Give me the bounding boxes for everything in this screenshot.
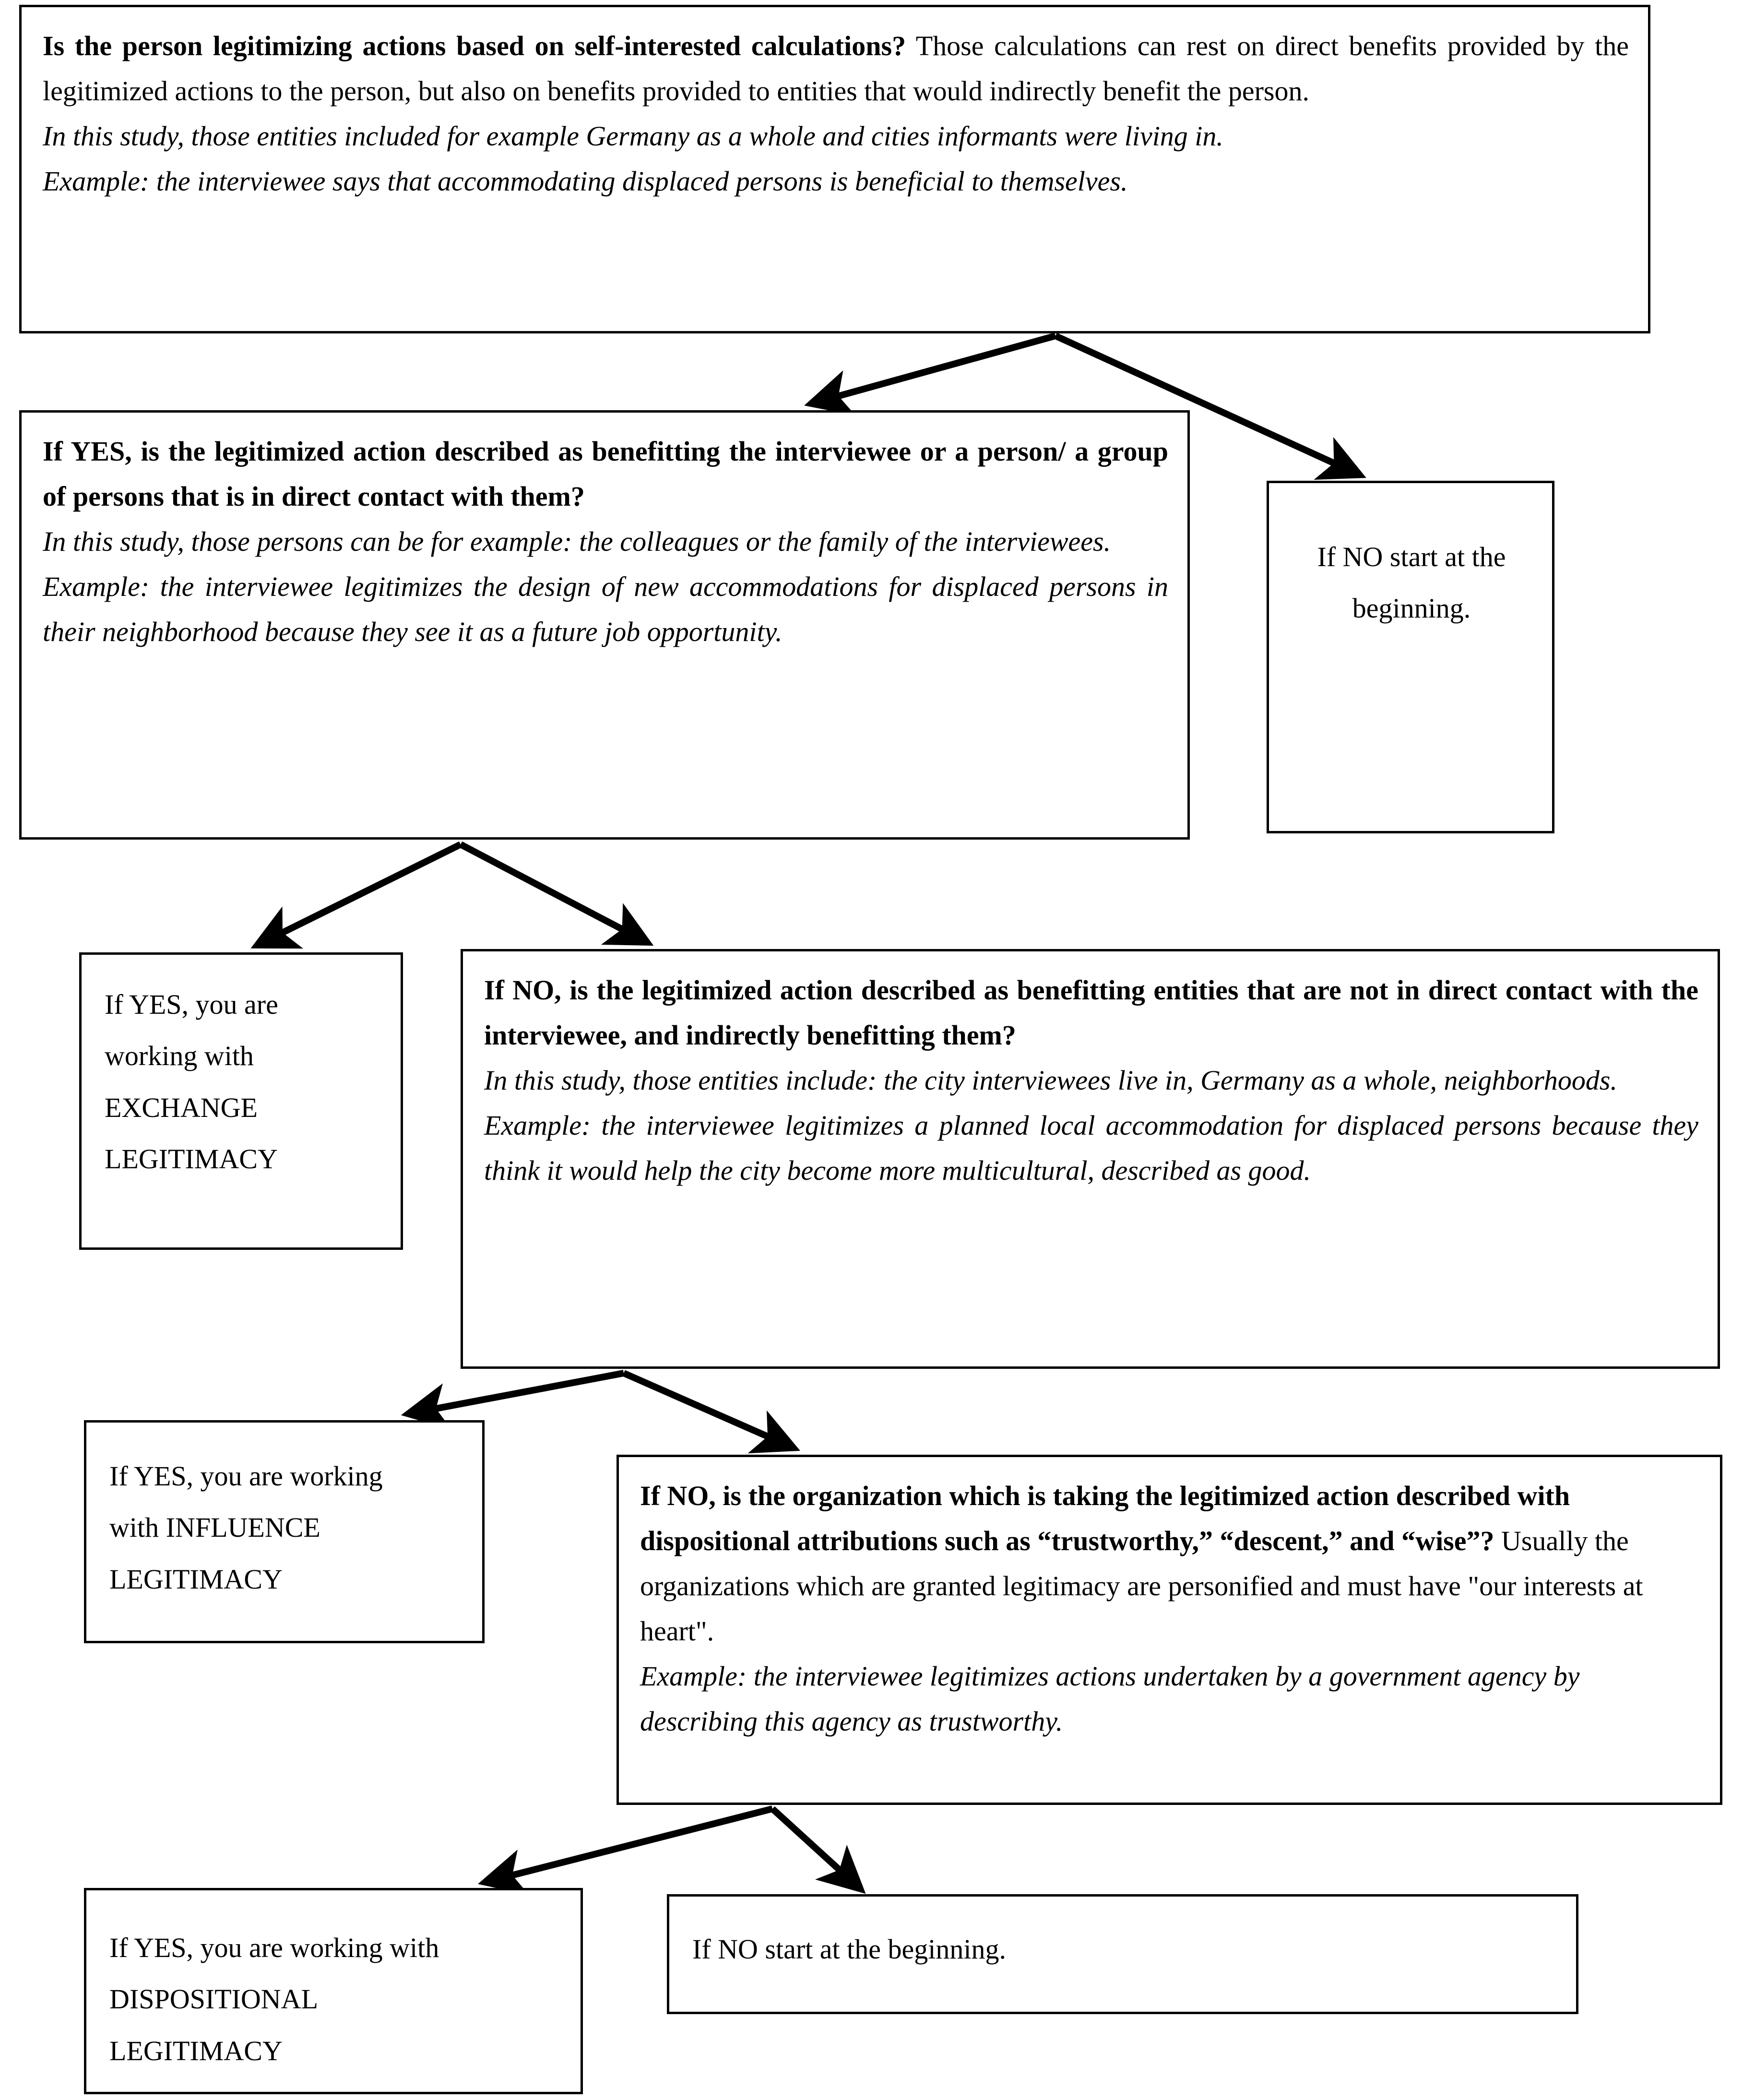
no-restart-upper-text: If NO start at the beginning. [1317,541,1506,624]
no-dispositional-question-line [640,1473,1701,1654]
node-dispositional-legitimacy [84,1888,583,2094]
root-note: In this study, those entities included for example Germany as a whole and cities informants were living in. [43,120,1223,152]
yes-direct-example: Example: the interviewee legitimizes the design of new accommodations for displaced persons in their neighborhood because they see it as a future job opportunity. [43,570,1168,647]
root-question-rest: Those calculations can rest on direct benefits provided by the legitimized actions to the person, but also on benefits provided to entities that would indirectly benefit the person. [43,30,1629,107]
edge-no-indirect-to-no-dispositional [624,1373,792,1447]
node-exchange-legitimacy [79,952,403,1250]
influence-line-1: If YES, you are working [109,1460,383,1492]
dispositional-line-2: DISPOSITIONAL [109,1983,318,2015]
node-influence-legitimacy [84,1420,485,1643]
node-no-indirect-entities [461,949,1720,1369]
node-no-restart-upper [1267,481,1554,833]
yes-direct-question: If YES, is the legitimized action described as benefitting the interviewee or a person/ a group of persons that is in direct contact with them? [43,436,1168,512]
no-indirect-example: Example: the interviewee legitimizes a planned local accommodation for displaced persons because they think it would help the city become more multicultural, described as good. [484,1109,1698,1186]
root-example: Example: the interviewee says that accommodating displaced persons is beneficial to themselves. [43,165,1128,197]
edge-no-dispositional-to-dispositional [487,1809,772,1882]
edge-no-indirect-to-influence [410,1373,624,1413]
influence-line-3: LEGITIMACY [109,1563,283,1595]
node-no-restart-bottom [667,1894,1578,2014]
edge-yes-direct-to-no-indirect [461,844,645,941]
no-restart-bottom-text: If NO start at the beginning. [692,1934,1006,1965]
exchange-line-4: LEGITIMACY [105,1143,278,1175]
dispositional-line-3: LEGITIMACY [109,2035,283,2066]
root-question-bold: Is the person legitimizing actions based on self-interested calculations? [43,30,906,61]
edge-yes-direct-to-exchange [259,844,461,944]
node-yes-direct-contact [19,410,1190,840]
no-dispositional-question-bold: If NO, is the organization which is taking the legitimized action described with dispositional attributions such as “trustworthy,” “descent,” and “wise”? [640,1480,1570,1556]
dispositional-line-1: If YES, you are working with [109,1932,439,1963]
no-indirect-question: If NO, is the legitimized action described as benefitting entities that are not in direct contact with the interviewee, and indirectly benefitting them? [484,974,1698,1051]
node-root-question [19,5,1650,333]
no-dispositional-example: Example: the interviewee legitimizes actions undertaken by a government agency by describing this agency as trustworthy. [640,1660,1580,1737]
edge-no-dispositional-to-no-restart-2 [772,1809,859,1887]
no-dispositional-question-rest: Usually the organizations which are granted legitimacy are personified and must have "our interests at heart". [640,1525,1643,1647]
exchange-line-3: EXCHANGE [105,1092,258,1123]
no-indirect-note: In this study, those entities include: the city interviewees live in, Germany as a whole, neighborhoods. [484,1064,1617,1096]
edge-root-to-yes-direct [813,336,1055,403]
exchange-line-1: If YES, you are [105,989,278,1020]
node-no-dispositional-attributions [617,1455,1722,1805]
influence-line-2: with INFLUENCE [109,1512,320,1543]
yes-direct-note: In this study, those persons can be for example: the colleagues or the family of the interviewees. [43,525,1111,557]
exchange-line-2: working with [105,1040,254,1072]
root-question-line [43,24,1629,114]
